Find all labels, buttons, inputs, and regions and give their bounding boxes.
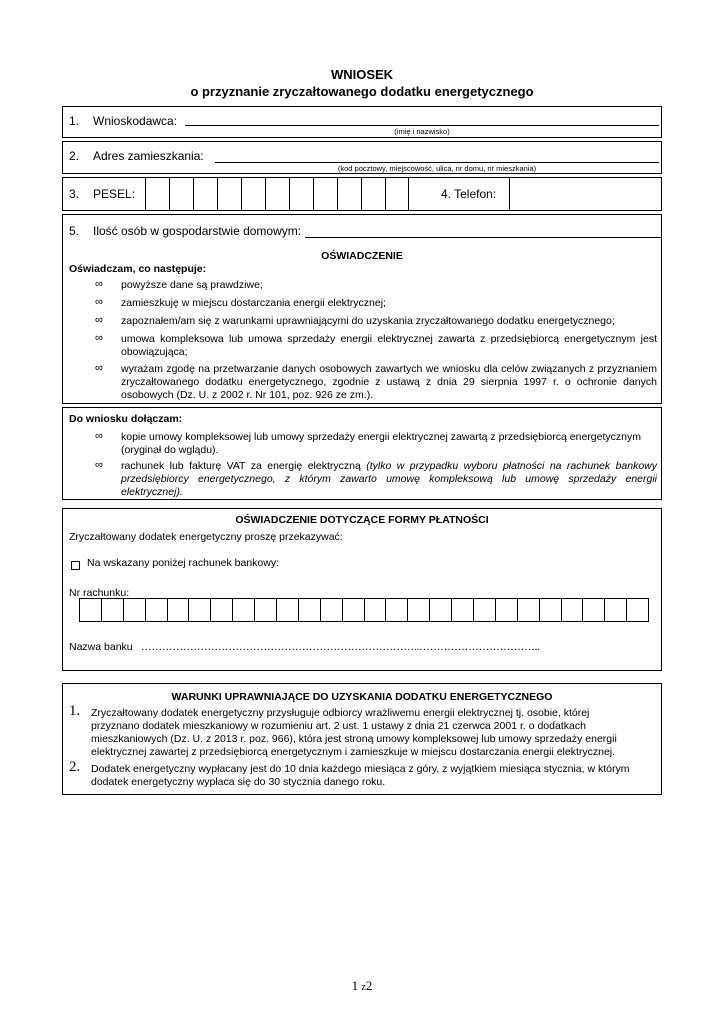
household-label: Ilość osób w gospodarstwie domowym: <box>93 224 302 238</box>
applicant-name-field[interactable] <box>185 125 659 126</box>
pesel-input[interactable] <box>145 178 409 210</box>
condition-text: Zryczałtowany dodatek energetyczny przysługuje odbiorcy wrażliwemu energii elektrycznej tj. osobie, której przyznano dodatek mieszkaniowy w rozumieniu art. 2 ust. 1 ustawy z dnia 21 czerwca 2001 r. o dodatkach mieszkaniowych (Dz. U. z 2013 r. poz. 966), która jest stroną umowy kompleksowej lub umowy sprzedaży energii elektrycznej zawartej z przedsiębiorcą energetycznym i zamieszkuje w miejscu dostarczania energii elektrycznej. <box>91 707 617 758</box>
bullet-icon: ∞ <box>95 278 103 290</box>
account-number-label: Nr rachunku: <box>69 587 130 599</box>
bank-account-checkbox[interactable] <box>71 561 80 570</box>
address-section <box>62 141 662 174</box>
conditions-title: WARUNKI UPRAWNIAJĄCE DO UZYSKANIA DODATKU ENERGETYCZNEGO <box>171 691 553 703</box>
bank-name-label: Nazwa banku <box>69 641 133 653</box>
pesel-label: PESEL: <box>93 187 136 201</box>
bank-account-option-label: Na wskazany poniżej rachunek bankowy: <box>87 557 280 569</box>
account-number-input[interactable] <box>79 598 649 622</box>
applicant-number: 1. <box>69 114 80 128</box>
household-count-field[interactable] <box>305 237 661 238</box>
household-declaration-section: 5. Ilość osób w gospodarstwie domowym: OŚWIADCZENIE Oświadczam, co następuje: ∞ powyższe dane są prawdziwe; ∞ zamieszkuję w miejscu dostarczania energii elektrycznej; ∞ zapoznałem/am się z warunkami uprawniającymi do uzyskania zryczałtowanego dodatku energetycznego; ∞ umowa kompleksowa lub umowa sprzedaży energii elektrycznej zawarta z przedsiębiorcą energetycznym jest obowiązująca; ∞ wyrażam zgodę na przetwarzanie danych osobowych zawartych we wniosku dla celów związanych z przyznaniem zryczałtowanego dodatku energetycznego, zgodnie z ustawą z dnia 29 sierpnia 1997 r. o ochronie danych osobowych (Dz. U. z 2002 r. Nr 101, poz. 926 ze zm.). <box>62 214 662 404</box>
condition-text: Dodatek energetyczny wypłacany jest do 10 dnia każdego miesiąca z góry, z wyjątkiem miesiąca stycznia, w którym dodatek energetyczny wypłaca się do 30 stycznia danego roku. <box>91 763 630 788</box>
bullet-icon: ∞ <box>95 296 103 308</box>
pesel-number: 3. <box>69 187 80 201</box>
applicant-hint: (imię i nazwisko) <box>394 127 450 136</box>
conditions-section <box>62 683 662 795</box>
page-number: 1 z2 <box>351 978 373 993</box>
payment-intro: Zryczałtowany dodatek energetyczny proszę przekazywać: <box>69 531 343 543</box>
form-title: WNIOSEK <box>330 67 394 82</box>
payment-section <box>62 508 662 671</box>
declaration-title: OŚWIADCZENIE <box>321 250 403 262</box>
household-number: 5. <box>69 224 80 238</box>
applicant-label: Wnioskodawca: <box>93 114 178 128</box>
payment-title: OŚWIADCZENIE DOTYCZĄCE FORMY PŁATNOŚCI <box>235 514 489 526</box>
address-field[interactable] <box>215 162 659 163</box>
attachments-intro: Do wniosku dołączam: <box>69 413 183 425</box>
pesel-phone-section <box>62 177 662 211</box>
phone-label: 4. Telefon: <box>441 187 497 201</box>
address-hint: (kod pocztowy, miejscowość, ulica, nr domu, nr mieszkania) <box>337 164 537 173</box>
bullet-icon: ∞ <box>95 362 103 374</box>
attachments-section: Do wniosku dołączam: ∞ kopie umowy kompleksowej lub umowy sprzedaży energii elektrycznej zawartą z przedsiębiorcą energetycznym (oryginał do wglądu). ∞ rachunek lub fakturę VAT za energię elektryczną (tylko w przypadku wyboru płatności na rachunek bankowy przedsiębiorcy energetycznego, z którym zawarto umowę kompleksową lub umowę sprzedaży energii elektrycznej). <box>62 407 662 500</box>
bank-name-field[interactable]: ……………………………………………………………………..…………………………….. <box>141 642 540 653</box>
phone-divider <box>509 178 510 210</box>
address-label: Adres zamieszkania: <box>93 149 204 163</box>
form-subtitle: o przyznanie zryczałtowanego dodatku energetycznego <box>190 84 534 99</box>
bullet-icon: ∞ <box>95 314 103 326</box>
applicant-section <box>62 106 662 138</box>
bullet-icon: ∞ <box>95 459 103 471</box>
declaration-intro: Oświadczam, co następuje: <box>69 263 207 275</box>
bullet-icon: ∞ <box>95 332 103 344</box>
condition-number: 2. <box>69 759 81 775</box>
condition-number: 1. <box>69 703 81 719</box>
phone-input[interactable] <box>511 178 661 210</box>
address-number: 2. <box>69 149 80 163</box>
bullet-icon: ∞ <box>95 430 103 442</box>
